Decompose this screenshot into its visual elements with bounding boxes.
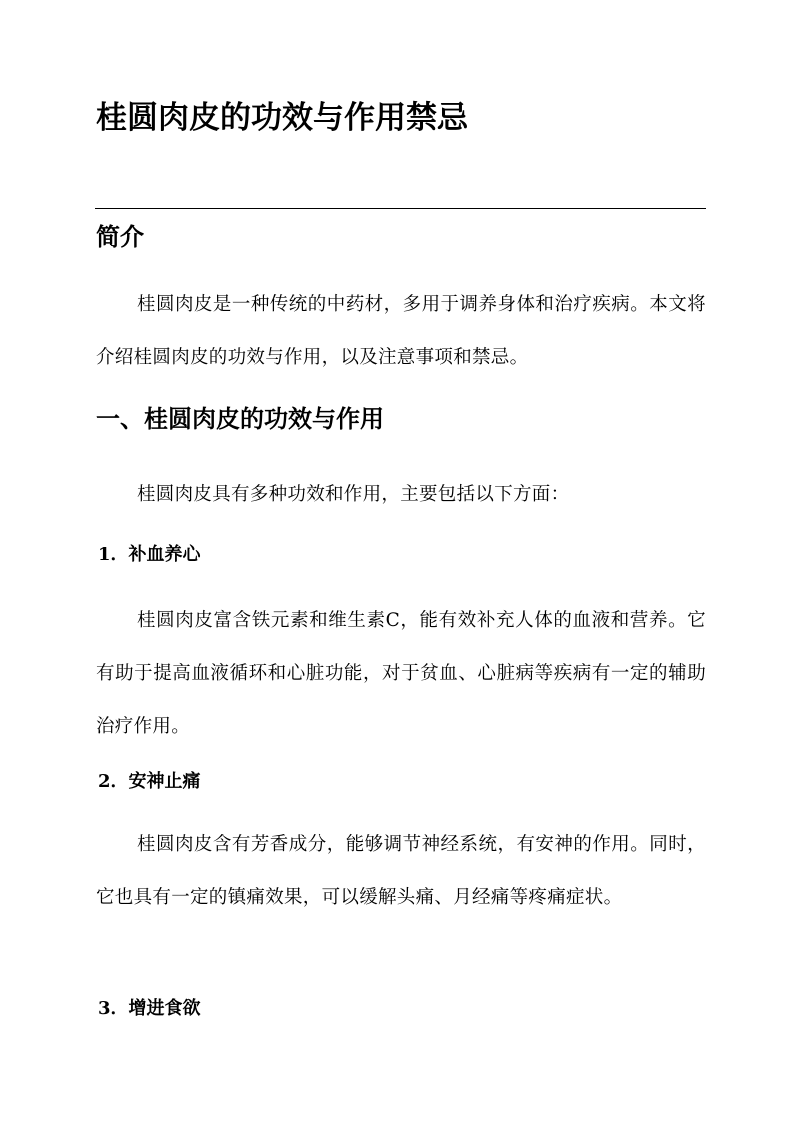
item-paragraph-calm: 桂圆肉皮含有芳香成分，能够调节神经系统，有安神的作用。同时，它也具有一定的镇痛效果，可以缓解头痛、月经痛等疼痛症状。 [96, 834, 706, 908]
intro-heading: 简介 [96, 222, 144, 251]
document-title: 桂圆肉皮的功效与作用禁忌 [96, 100, 468, 136]
item-heading-calm: 2．安神止痛 [98, 771, 201, 792]
item-heading-appetite: 3．增进食欲 [98, 998, 201, 1019]
section-lead-paragraph: 桂圆肉皮具有多种功效和作用，主要包括以下方面： [137, 484, 570, 505]
title-divider [95, 208, 706, 209]
intro-paragraph: 桂圆肉皮是一种传统的中药材，多用于调养身体和治疗疾病。本文将介绍桂圆肉皮的功效与作用，以及注意事项和禁忌。 [96, 294, 706, 368]
section-heading-effects: 一、桂圆肉皮的功效与作用 [96, 404, 384, 433]
item-paragraph-blood: 桂圆肉皮富含铁元素和维生素C，能有效补充人体的血液和营养。它有助于提高血液循环和心脏功能，对于贫血、心脏病等疾病有一定的辅助治疗作用。 [96, 610, 706, 737]
item-heading-blood: 1．补血养心 [98, 544, 201, 565]
